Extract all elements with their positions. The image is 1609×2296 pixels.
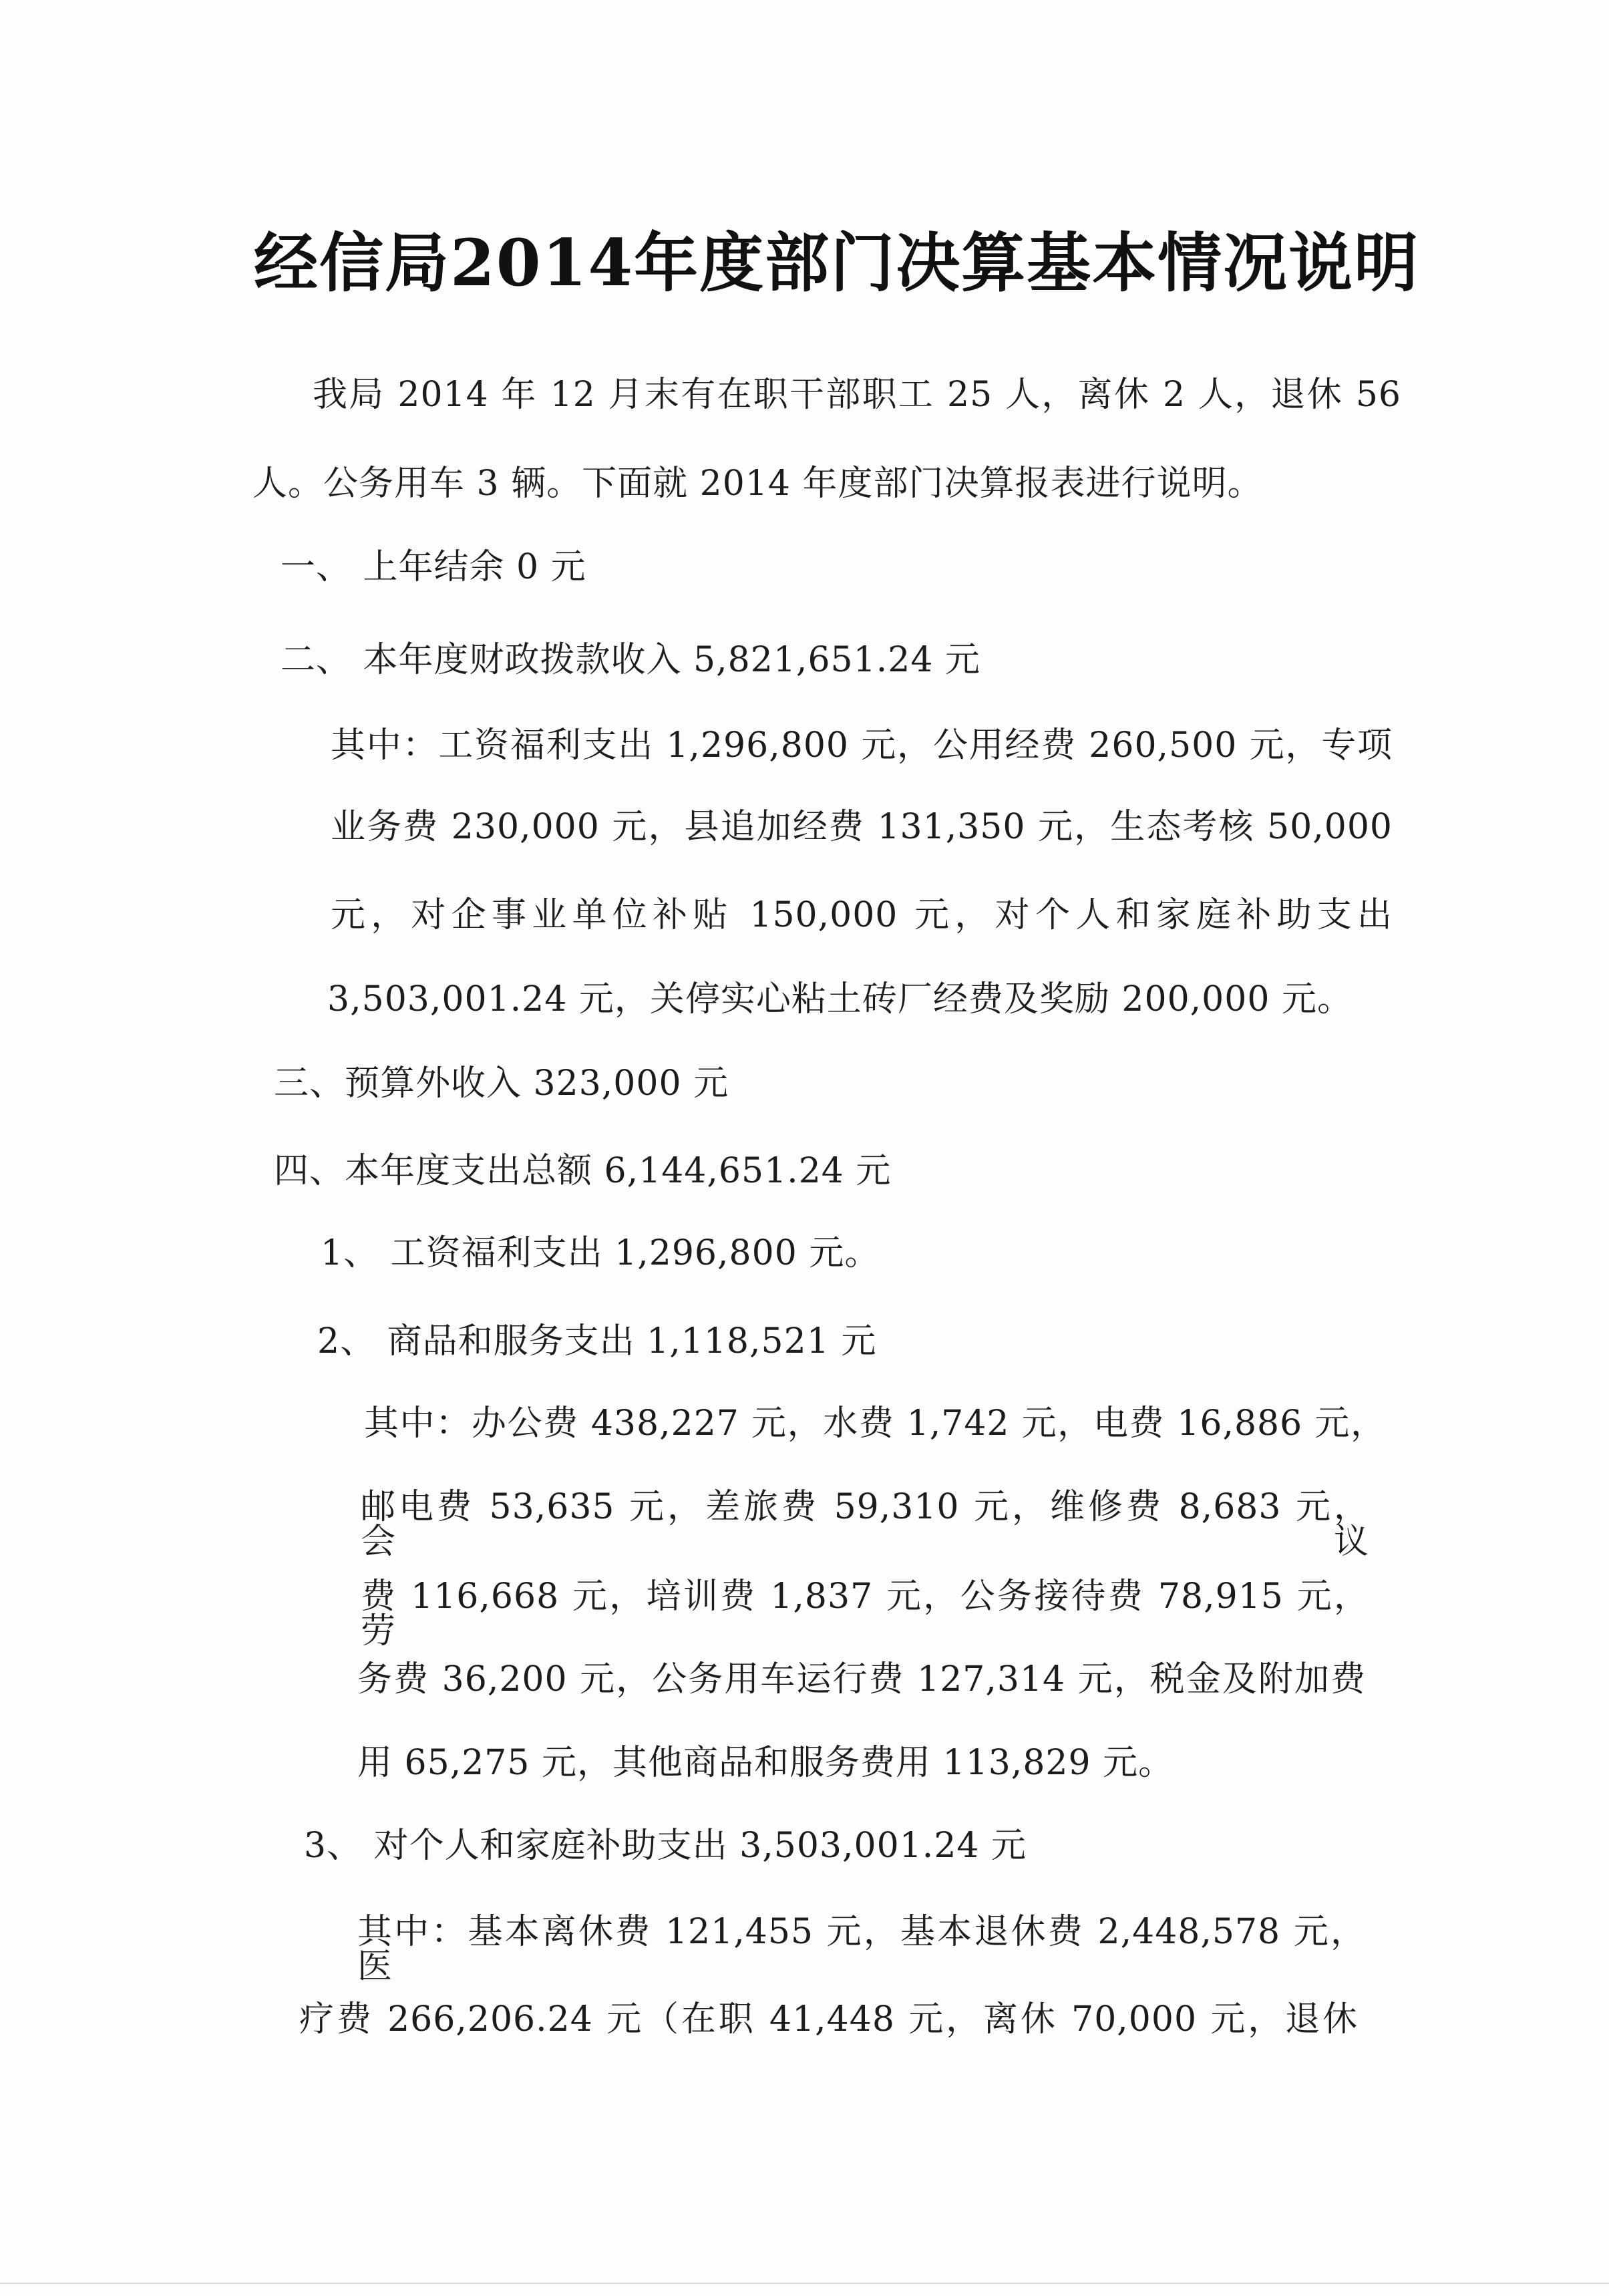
text-line-1: 我局 2014 年 12 月末有在职干部职工 25 人，离休 2 人，退休 56 bbox=[313, 375, 1401, 415]
section-heading-2: 二、 本年度财政拨款收入 5,821,651.24 元 bbox=[281, 640, 980, 680]
sub-item-3: 3、 对个人和家庭补助支出 3,503,001.24 元 bbox=[304, 1826, 1027, 1866]
text-line-13: 其中：办公费 438,227 元，水费 1,742 元，电费 16,886 元， bbox=[364, 1404, 1386, 1444]
text-line-20: 疗费 266,206.24 元（在职 41,448 元，离休 70,000 元，退休 bbox=[299, 1999, 1358, 2039]
text-line-17: 用 65,275 元，其他商品和服务费用 113,829 元。 bbox=[357, 1743, 1174, 1783]
section-heading-1: 一、 上年结余 0 元 bbox=[281, 547, 586, 587]
sub-item-2: 2、 商品和服务支出 1,118,521 元 bbox=[317, 1321, 877, 1361]
text-line-8: 3,503,001.24 元，关停实心粘土砖厂经费及奖励 200,000 元。 bbox=[327, 979, 1353, 1019]
text-line-16: 务费 36,200 元，公务用车运行费 127,314 元，税金及附加费 bbox=[357, 1659, 1366, 1699]
text-line-6: 业务费 230,000 元，县追加经费 131,350 元，生态考核 50,000 bbox=[331, 807, 1393, 847]
section-heading-3: 三、预算外收入 323,000 元 bbox=[274, 1063, 729, 1104]
text-line-19: 其中：基本离休费 121,455 元，基本退休费 2,448,578 元，医 bbox=[357, 1912, 1366, 1987]
section-heading-4: 四、本年度支出总额 6,144,651.24 元 bbox=[274, 1151, 892, 1191]
text-line-15: 费 116,668 元，培训费 1,837 元，公务接待费 78,915 元，劳 bbox=[361, 1577, 1369, 1651]
text-line-5: 其中：工资福利支出 1,296,800 元，公用经费 260,500 元，专项 bbox=[331, 725, 1393, 766]
text-line-7: 元，对企事业单位补贴 150,000 元，对个人和家庭补助支出 bbox=[331, 895, 1393, 935]
text-line-14: 邮电费 53,635 元，差旅费 59,310 元，维修费 8,683 元，会议 bbox=[361, 1487, 1369, 1562]
scan-edge-line bbox=[0, 2283, 1609, 2284]
page-title: 经信局2014年度部门决算基本情况说明 bbox=[254, 225, 1420, 301]
text-line-2: 人。公务用车 3 辆。下面就 2014 年度部门决算报表进行说明。 bbox=[252, 464, 1263, 504]
sub-item-1: 1、 工资福利支出 1,296,800 元。 bbox=[321, 1233, 880, 1273]
